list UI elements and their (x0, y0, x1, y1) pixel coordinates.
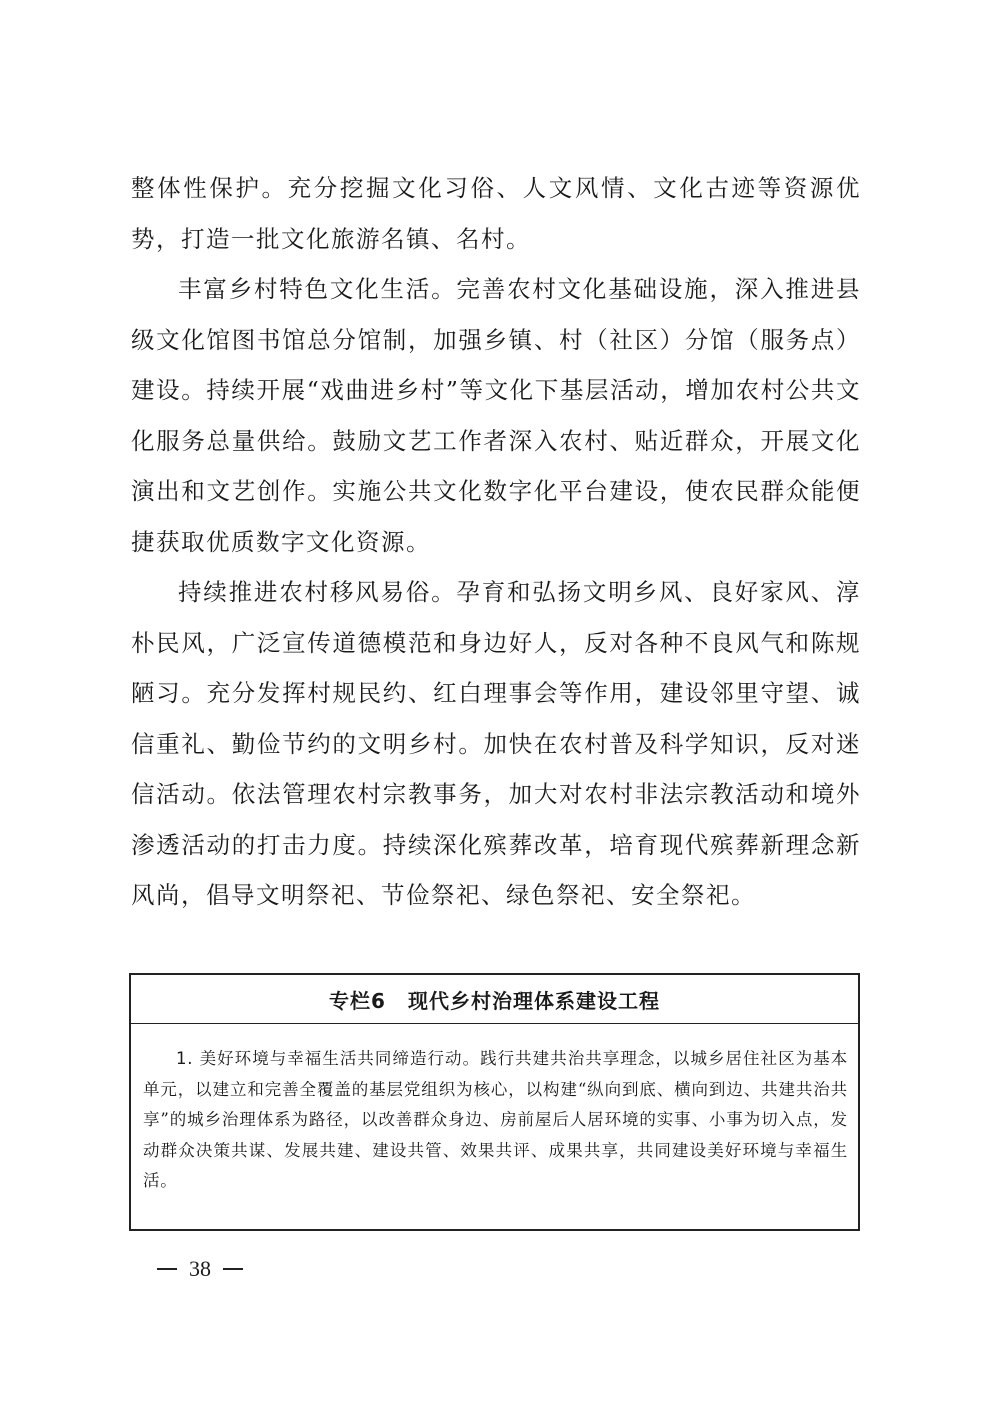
special-column-item-lead: 1. 美好环境与幸福生活共同缔造行动。 (176, 1049, 481, 1068)
special-column-title (131, 975, 858, 1024)
body-text (131, 163, 861, 921)
special-column-heading: 现代乡村治理体系建设工程 (407, 988, 660, 1013)
page-number: 38 (189, 1256, 211, 1281)
special-column-box (129, 973, 860, 1231)
special-column-item (131, 1024, 858, 1197)
footer-dash-left (157, 1268, 177, 1270)
footer-dash-right (223, 1268, 243, 1270)
paragraph-continuation: 整体性保护。充分挖掘文化习俗、人文风情、文化古迹等资源优势，打造一批文化旅游名镇、名村。 (131, 174, 861, 253)
page-footer (157, 1256, 243, 1282)
paragraph-rural-culture-life: 丰富乡村特色文化生活。完善农村文化基础设施，深入推进县级文化馆图书馆总分馆制，加强乡镇、村（社区）分馆（服务点）建设。持续开展“戏曲进乡村”等文化下基层活动，增加农村公共文化服务总量供给。鼓励文艺工作者深入农村、贴近群众，开展文化演出和文艺创作。实施公共文化数字化平台建设，使农民群众能便捷获取优质数字文化资源。 (131, 275, 861, 556)
special-column-label: 专栏6 (329, 988, 386, 1013)
special-column-item-text: 践行共建共治共享理念，以城乡居住社区为基本单元，以建立和完善全覆盖的基层党组织为核心，以构建“纵向到底、横向到边、共建共治共享”的城乡治理体系为路径，以改善群众身边、房前屋后人居环境的实事、小事为切入点，发动群众决策共谋、发展共建、建设共管、效果共评、成果共享，共同建设美好环境与幸福生活。 (143, 1049, 848, 1190)
paragraph-customs-reform: 持续推进农村移风易俗。孕育和弘扬文明乡风、良好家风、淳朴民风，广泛宣传道德模范和身边好人，反对各种不良风气和陈规陋习。充分发挥村规民约、红白理事会等作用，建设邻里守望、诚信重礼、勤俭节约的文明乡村。加快在农村普及科学知识，反对迷信活动。依法管理农村宗教事务，加大对农村非法宗教活动和境外渗透活动的打击力度。持续深化殡葬改革，培育现代殡葬新理念新风尚，倡导文明祭祀、节俭祭祀、绿色祭祀、安全祭祀。 (131, 578, 861, 909)
